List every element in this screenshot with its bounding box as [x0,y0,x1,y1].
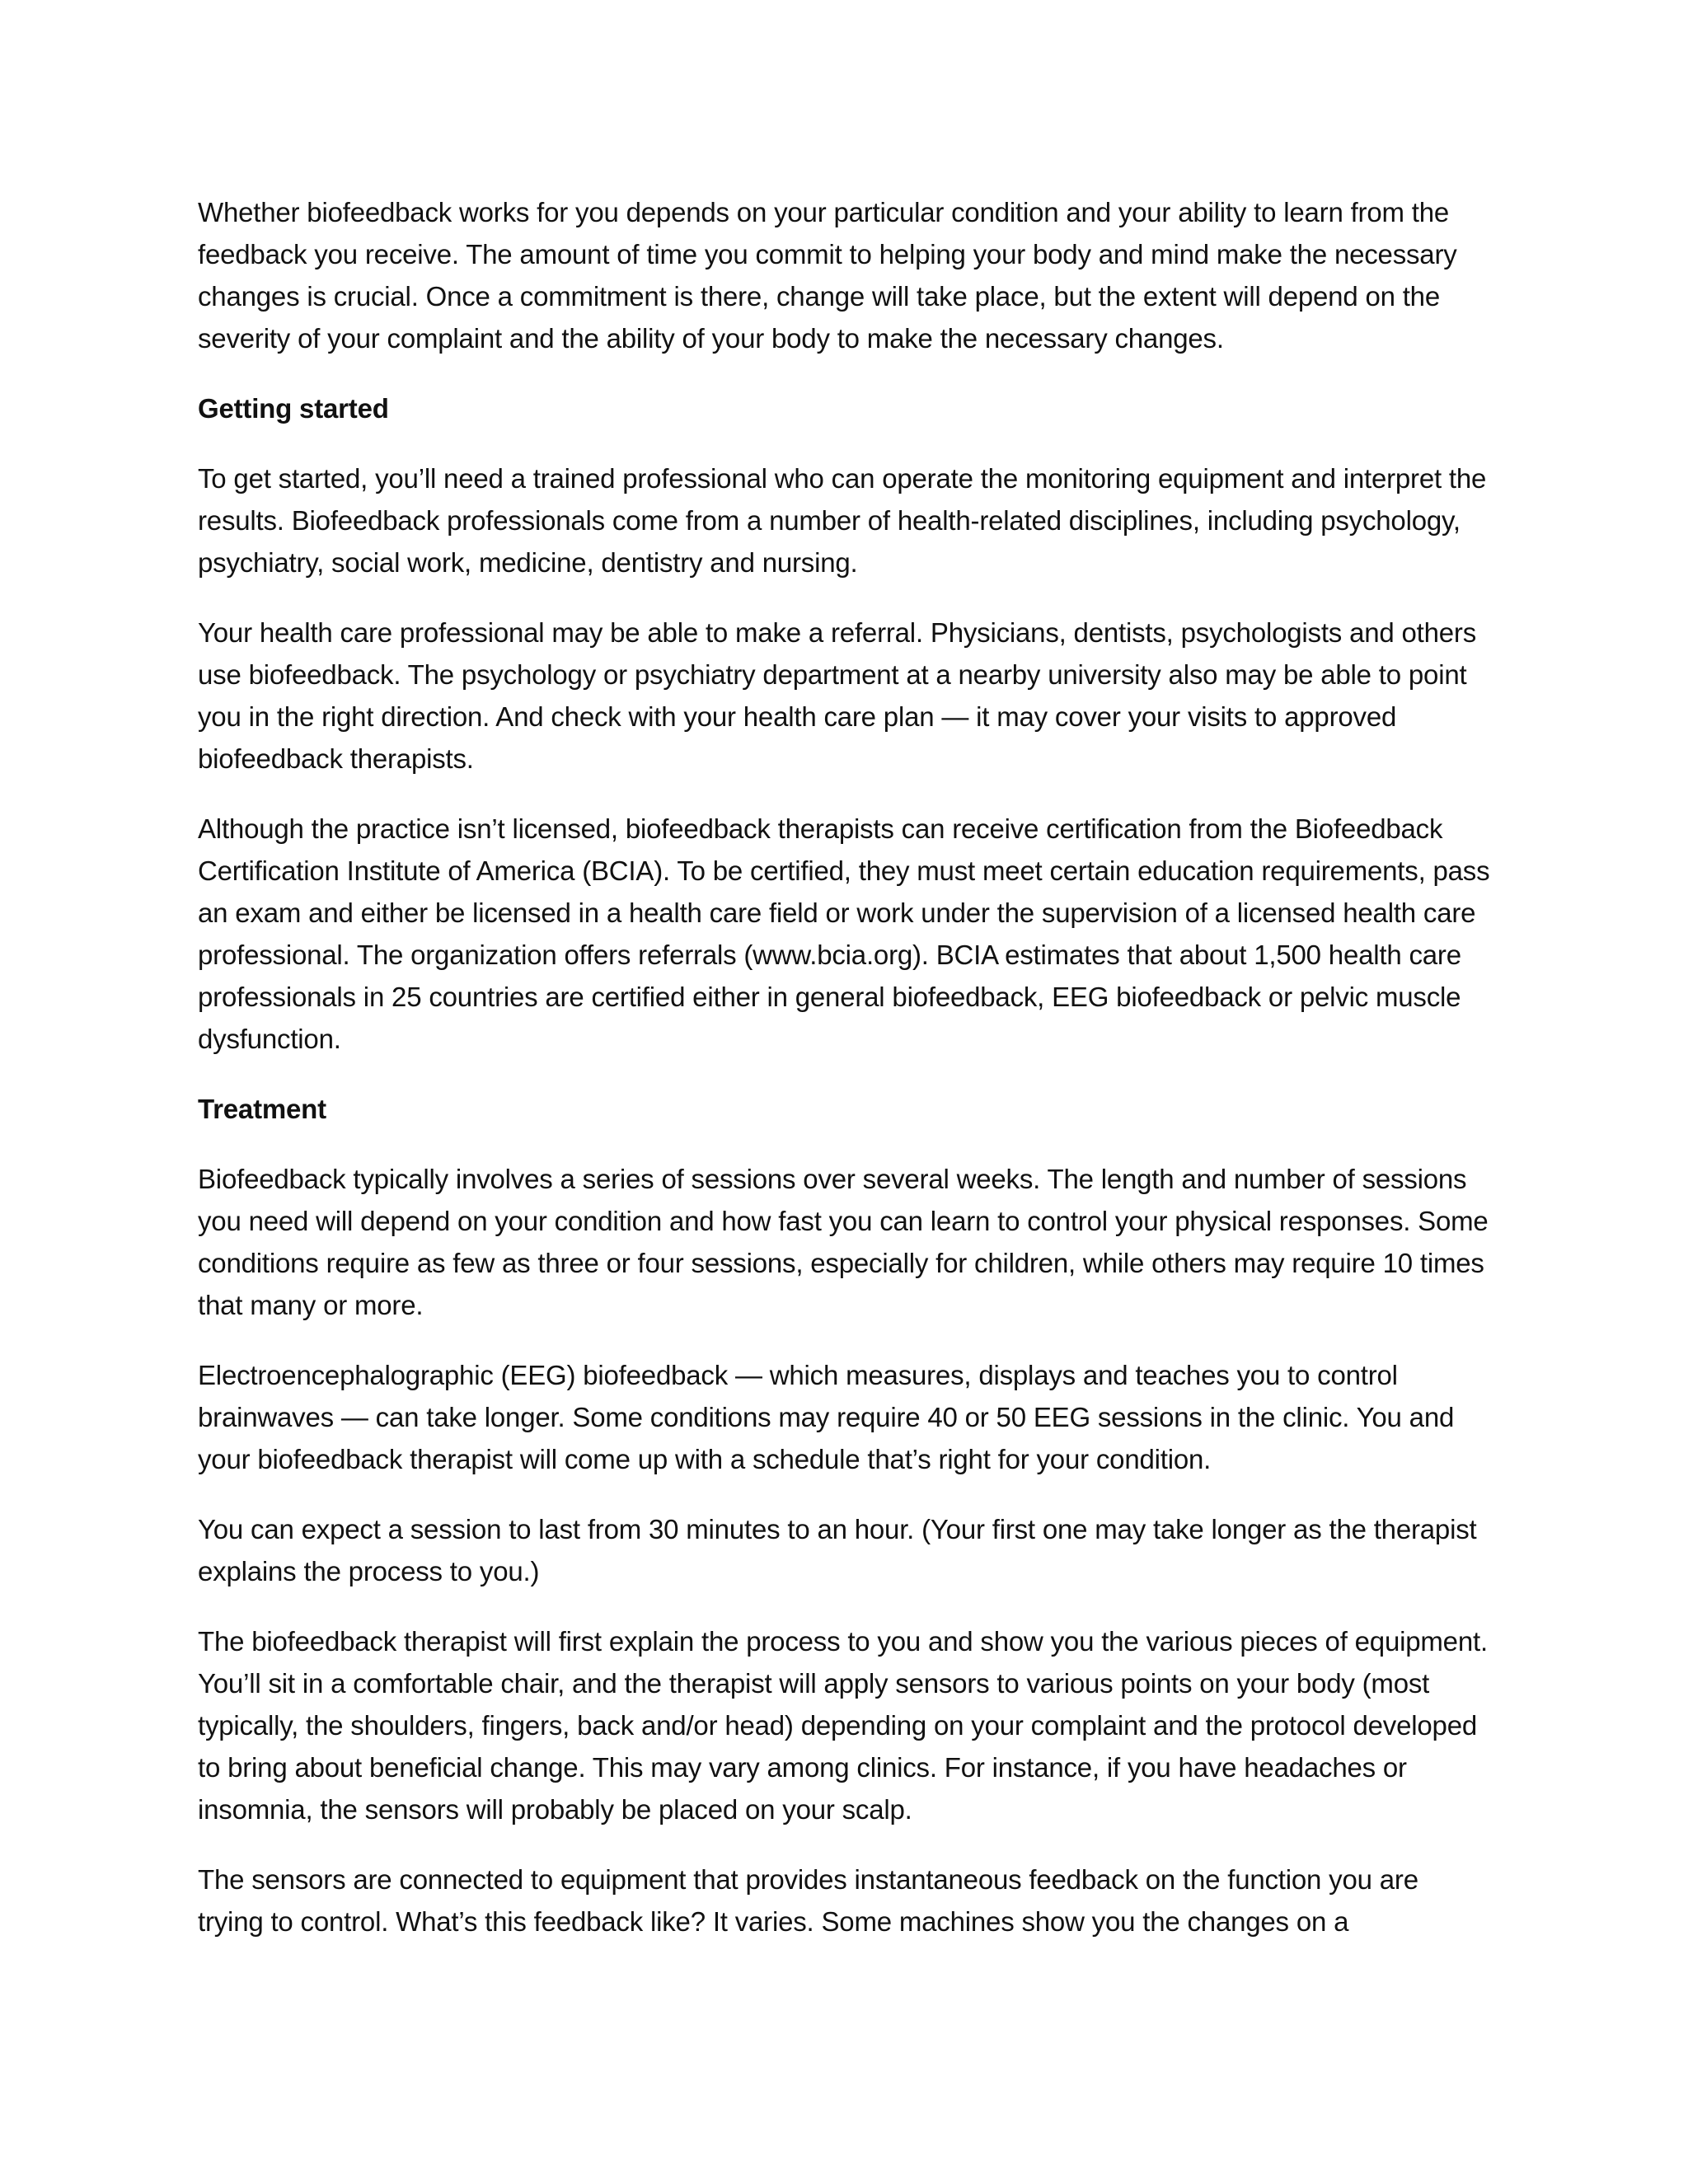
paragraph-effectiveness: Whether biofeedback works for you depends on your particular condition and your ability to learn from the feedback you receive. The amount of time you commit to helping your body and mind make the necessary changes is crucial. Once a commitment is there, change will take place, but the extent will depend on the severity of your complaint and the ability of your body to make the necessary changes. [198,197,1457,354]
paragraph-session-length: You can expect a session to last from 30 minutes to an hour. (Your first one may take longer as the therapist explains the process to you.) [198,1514,1477,1586]
paragraph-sessions: Biofeedback typically involves a series of sessions over several weeks. The length and number of sessions you need will depend on your condition and how fast you can learn to control your physical responses. Some conditions require as few as three or four sessions, especially for children, while others may require 10 times that many or more. [198,1164,1489,1320]
section-heading-treatment: Treatment [198,1094,326,1124]
section-heading-getting-started: Getting started [198,393,389,424]
paragraph-trained-professional: To get started, you’ll need a trained professional who can operate the monitoring equipment and interpret the results. Biofeedback professionals come from a number of health-related disciplines, including psychology, psychiatry, social work, medicine, dentistry and nursing. [198,463,1487,578]
paragraph-feedback: The sensors are connected to equipment that provides instantaneous feedback on the function you are trying to control. What’s this feedback like? It varies. Some machines show you the changes on a [198,1864,1418,1937]
paragraph-sensors: The biofeedback therapist will first explain the process to you and show you the various pieces of equipment. You’ll sit in a comfortable chair, and the therapist will apply sensors to various points on your body (most typically, the shoulders, fingers, back and/or head) depending on your complaint and the protocol developed to bring about beneficial change. This may vary among clinics. For instance, if you have headaches or insomnia, the sensors will probably be placed on your scalp. [198,1626,1488,1825]
paragraph-referral: Your health care professional may be able to make a referral. Physicians, dentists, psychologists and others use biofeedback. The psychology or psychiatry department at a nearby university also may be able to point you in the right direction. And check with your health care plan — it may cover your visits to approved biofeedback therapists. [198,617,1477,774]
paragraph-certification: Although the practice isn’t licensed, biofeedback therapists can receive certification from the Biofeedback Certification Institute of America (BCIA). To be certified, they must meet certain education requirements, pass an exam and either be licensed in a health care field or work under the supervision of a licensed health care professional. The organization offers referrals (www.bcia.org). BCIA estimates that about 1,500 health care professionals in 25 countries are certified either in general biofeedback, EEG biofeedback or pelvic muscle dysfunction. [198,813,1490,1054]
paragraph-eeg-biofeedback: Electroencephalographic (EEG) biofeedback — which measures, displays and teaches you to control brainwaves — can take longer. Some conditions may require 40 or 50 EEG sessions in the clinic. You and your biofeedback therapist will come up with a schedule that’s right for your condition. [198,1360,1455,1474]
